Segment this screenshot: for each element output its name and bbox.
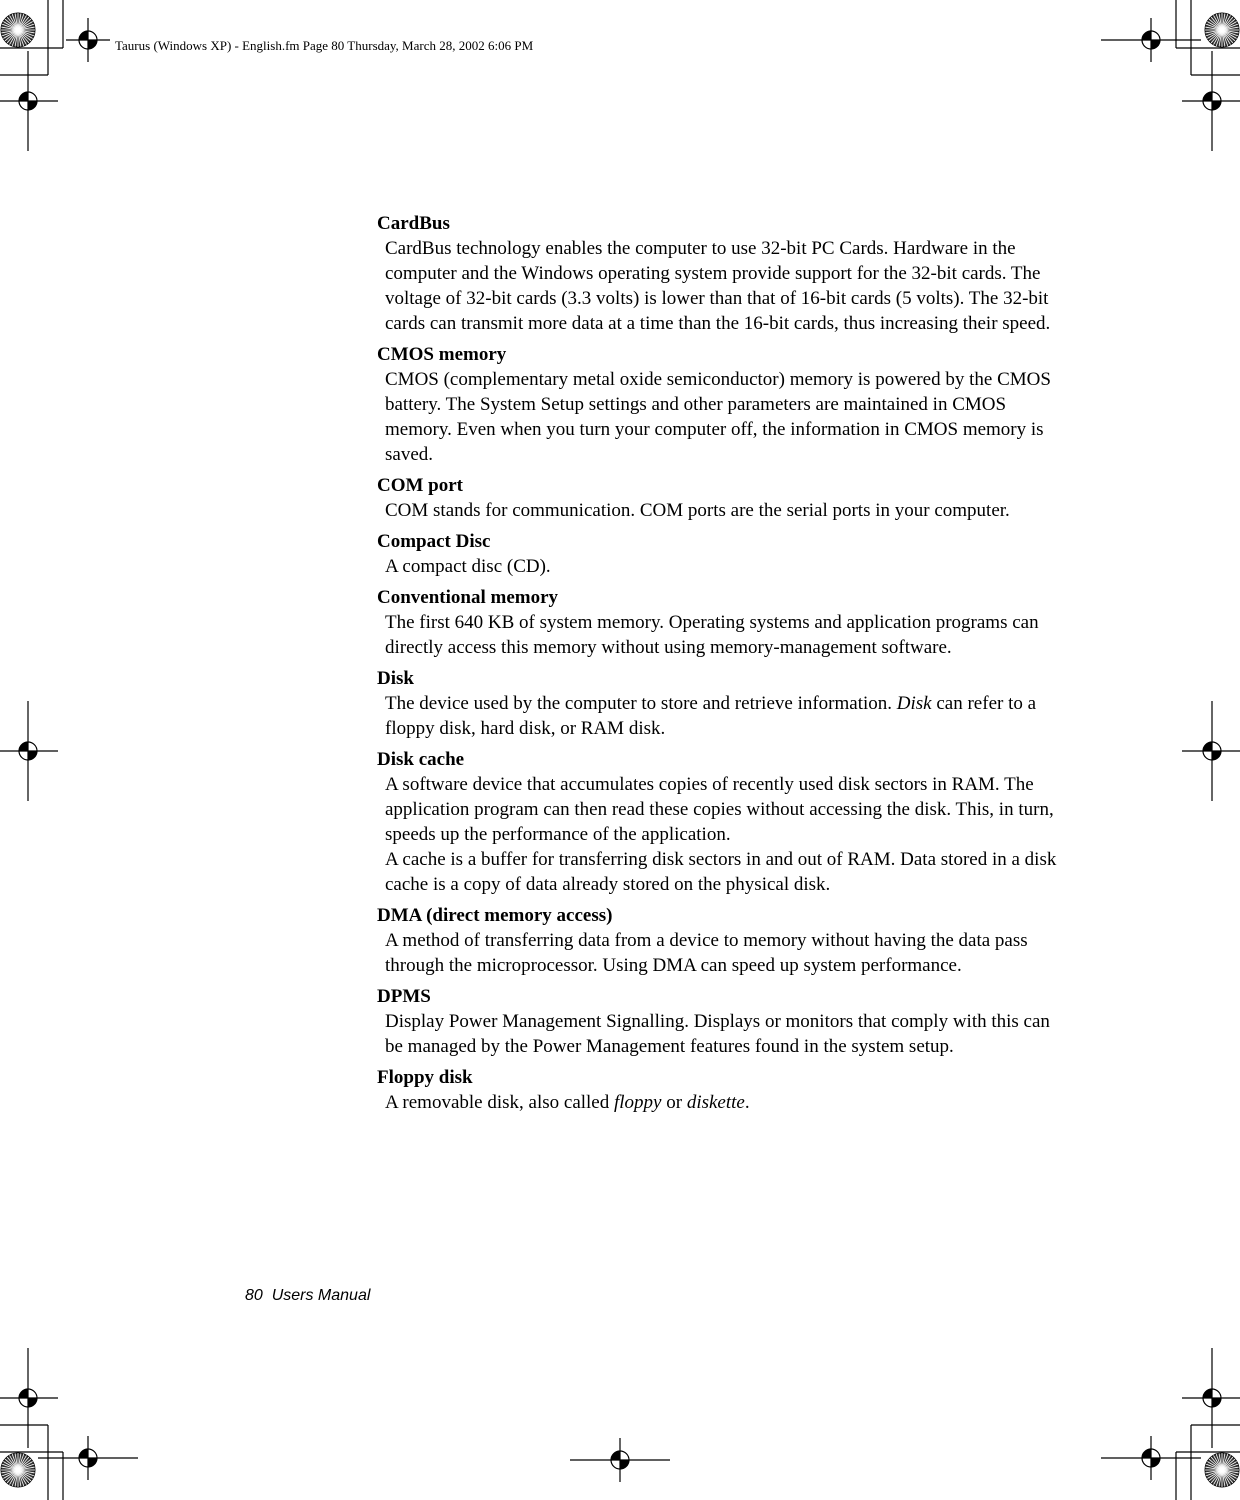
glossary-content bbox=[377, 211, 1067, 1121]
definition-text: A cache is a buffer for transferring disk sectors in and out of RAM. Data stored in a disk cache is a copy of data already stored on the physical disk. bbox=[385, 849, 1057, 895]
starburst-mark-icon bbox=[1, 13, 35, 47]
starburst-mark-icon bbox=[1, 1453, 35, 1487]
term-heading: Compact Disc bbox=[377, 531, 491, 552]
definition-text bbox=[385, 1090, 1067, 1115]
term-heading: Disk bbox=[377, 668, 414, 689]
glossary-entry-disk bbox=[377, 666, 1067, 741]
term-heading: Floppy disk bbox=[377, 1067, 473, 1088]
registration-target-icon bbox=[1182, 701, 1240, 801]
definition-text-part: . bbox=[744, 1092, 750, 1113]
registration-target-icon bbox=[1101, 18, 1201, 62]
registration-target-icon bbox=[1182, 51, 1240, 151]
definition-text: COM stands for communication. COM ports are the serial ports in your computer. bbox=[385, 500, 1010, 521]
registration-target-icon bbox=[0, 1348, 58, 1448]
term-heading: CMOS memory bbox=[377, 344, 507, 365]
definition-text: A compact disc (CD). bbox=[385, 556, 551, 577]
term-definition bbox=[385, 236, 1067, 336]
registration-target-icon bbox=[66, 18, 110, 62]
definition-text: The first 640 KB of system memory. Operating systems and application programs can directly access this memory without using memory-management software. bbox=[385, 612, 1039, 658]
emphasis-term: diskette bbox=[686, 1092, 745, 1113]
definition-text-part: The device used by the computer to store and retrieve information. bbox=[385, 693, 897, 714]
definition-text: A method of transferring data from a device to memory without having the data pass through the microprocessor. Using DMA can speed up system performance. bbox=[385, 930, 1028, 976]
term-heading: COM port bbox=[377, 475, 464, 496]
glossary-entry-com-port bbox=[377, 473, 1067, 523]
term-definition bbox=[385, 928, 1067, 978]
term-definition bbox=[385, 610, 1067, 660]
starburst-mark-icon bbox=[1205, 1453, 1239, 1487]
term-heading: Conventional memory bbox=[377, 587, 559, 608]
term-heading: CardBus bbox=[377, 213, 450, 234]
registration-target-icon bbox=[1101, 1436, 1201, 1480]
definition-text: CMOS (complementary metal oxide semiconductor) memory is powered by the CMOS battery. The System Setup settings and other parameters are maintained in CMOS memory. Even when you turn your computer off, the information in CMOS memory is saved. bbox=[385, 369, 1051, 465]
emphasis-term: Disk bbox=[896, 693, 932, 714]
term-definition bbox=[385, 1009, 1067, 1059]
term-definition bbox=[385, 498, 1067, 523]
term-definition bbox=[385, 1090, 1067, 1115]
term-definition bbox=[385, 772, 1067, 897]
definition-text-part: or bbox=[661, 1092, 687, 1113]
starburst-mark-icon bbox=[1205, 13, 1239, 47]
emphasis-term: floppy bbox=[614, 1092, 662, 1113]
term-heading: Disk cache bbox=[377, 749, 465, 770]
glossary-entry-compact-disc bbox=[377, 529, 1067, 579]
print-info-header: Taurus (Windows XP) - English.fm Page 80 Thursday, March 28, 2002 6:06 PM bbox=[115, 38, 534, 53]
term-definition bbox=[385, 554, 1067, 579]
registration-target-icon bbox=[570, 1438, 670, 1482]
term-heading: DPMS bbox=[377, 986, 431, 1007]
definition-text: A software device that accumulates copies of recently used disk sectors in RAM. The application program can then read these copies without accessing the disk. This, in turn, speeds up the performance of the application. bbox=[385, 774, 1054, 845]
glossary-entry-floppy-disk bbox=[377, 1065, 1067, 1115]
definition-text: Display Power Management Signalling. Displays or monitors that comply with this can be managed by the Power Management features found in the system setup. bbox=[385, 1011, 1050, 1057]
manual-title: Users Manual bbox=[271, 1287, 371, 1304]
term-definition bbox=[385, 367, 1067, 467]
glossary-entry-dma bbox=[377, 903, 1067, 978]
page-footer bbox=[245, 1287, 370, 1305]
registration-target-icon bbox=[0, 51, 58, 151]
glossary-entry-conventional-memory bbox=[377, 585, 1067, 660]
glossary-entry-dpms bbox=[377, 984, 1067, 1059]
definition-text bbox=[385, 691, 1067, 741]
glossary-entry-cmos-memory bbox=[377, 342, 1067, 467]
term-heading: DMA (direct memory access) bbox=[377, 905, 613, 926]
definition-text-part: can refer to a floppy disk, hard disk, or RAM disk. bbox=[385, 693, 1037, 739]
glossary-entry-cardbus bbox=[377, 211, 1067, 336]
definition-text: CardBus technology enables the computer to use 32-bit PC Cards. Hardware in the computer and the Windows operating system provide support for the 32-bit cards. The voltage of 32-bit cards (3.3 volts) is lower than that of 16-bit cards (5 volts). The 32-bit cards can transmit more data at a time than the 16-bit cards, thus increasing their speed. bbox=[385, 238, 1051, 334]
definition-text-part: A removable disk, also called bbox=[385, 1092, 614, 1113]
registration-target-icon bbox=[0, 701, 58, 801]
registration-target-icon bbox=[38, 1436, 138, 1480]
page-number: 80 bbox=[245, 1287, 263, 1304]
glossary-entry-disk-cache bbox=[377, 747, 1067, 897]
registration-target-icon bbox=[1182, 1348, 1240, 1448]
term-definition bbox=[385, 691, 1067, 741]
